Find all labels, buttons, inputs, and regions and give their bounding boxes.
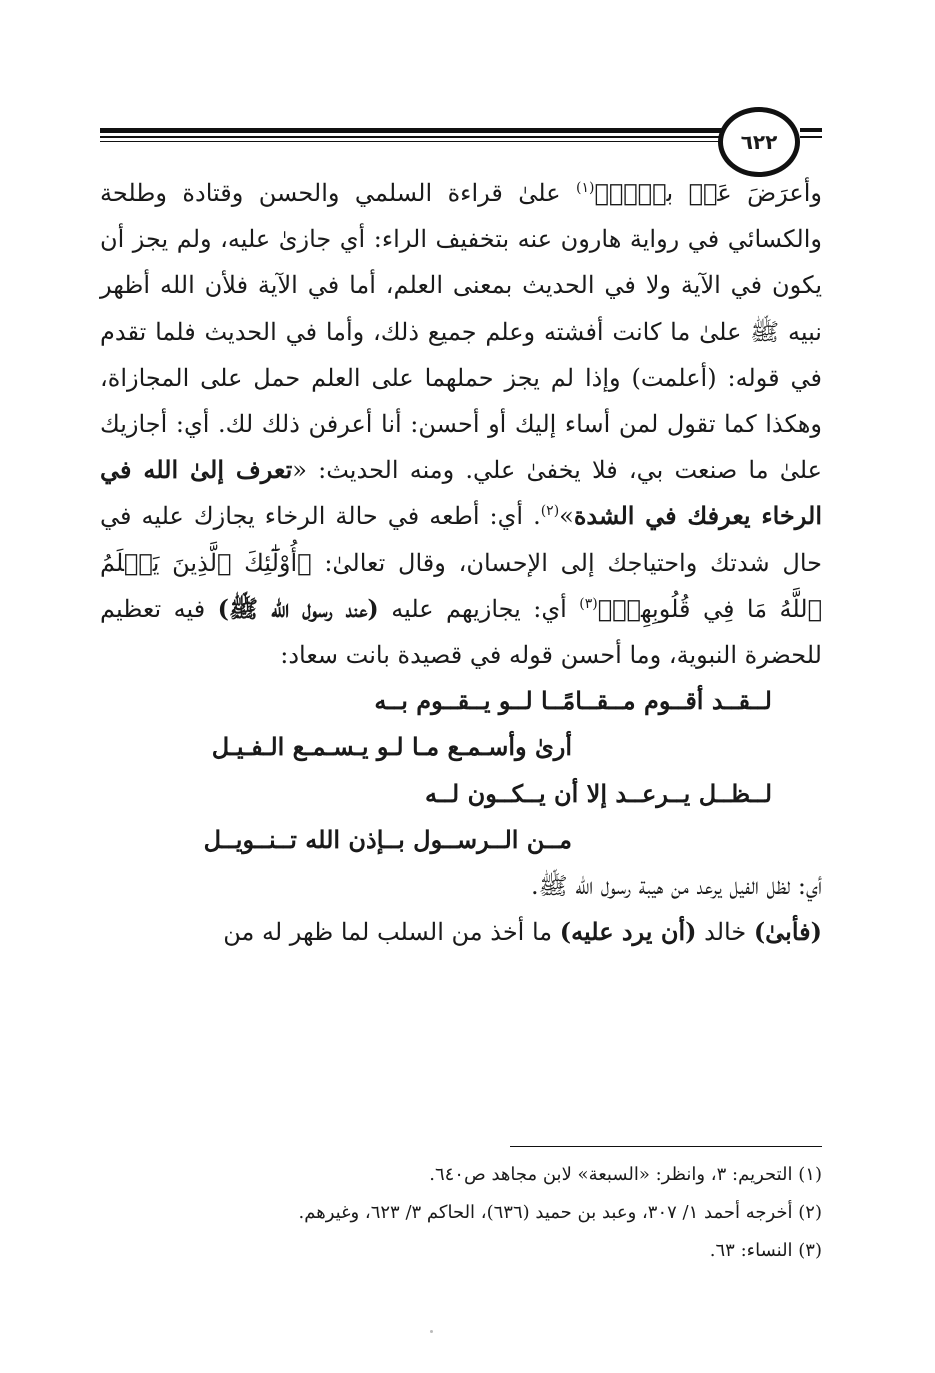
footnote: (٢) أخرجه أحمد ١/ ٣٠٧، وعبد بن حميد (٦٣٦)، الحاكم ٣/ ٦٢٣، وغيرهم.: [298, 1202, 822, 1223]
quran-quote: وأعرَضَ عَنۢ بعۡضٖ﴾: [594, 179, 822, 207]
scan-speck: [430, 1330, 433, 1333]
footnotes: [100, 1156, 822, 1270]
poem-verse: لــظــل يــرعــد إلا أن يــكــون لــه: [424, 778, 772, 808]
main-text: [100, 170, 822, 955]
footnote-ref: (٣): [579, 595, 598, 612]
header-rule: [100, 128, 725, 133]
footnote-ref: (٢): [540, 503, 560, 520]
body-text: علىٰ قراءة السلمي والحسن وقتادة وطلحة والكسائي في رواية هارون عنه بتخفيف الراء: أي جازىٰ عليه، ولم يجز أن يكون في الآية ولا في الحديث بمعنى العلم، أما في الآية فلأن الله أظهر نبيه ﷺ علىٰ ما كانت أفشته وعلم جميع ذلك، وأما في الحديث فلما تقدم في قوله: (أعلمت) وإذا لم يجز حملهما على العلم حمل على المجازاة، وهكذا كما تقول لمن أساء إليك أو أحسن: أنا أعرفن ذلك لك. أي: أجازيك علىٰ ما صنعت بي، فلا يخفىٰ علي. ومنه الحديث: «: [100, 179, 822, 485]
hadith-quote: تعرف إلىٰ الله في الرخاء يعرفك في الشدة: [100, 455, 822, 531]
footnote-separator: [510, 1146, 822, 1147]
poem-verse: مــن الــرســول بــإذن الله تــنــويــل: [203, 824, 572, 854]
page-number-badge: [718, 107, 800, 177]
bold-phrase: (فأبىٰ): [753, 917, 822, 947]
header-rule-end: [800, 136, 822, 138]
header-rule-end: [800, 128, 822, 132]
body-paragraph: أي: لظل الفيل يرعد من هيبة رسول الله ﷺ.: [531, 872, 822, 901]
bold-phrase: (عند رسول الله ﷺ): [217, 593, 379, 623]
footnote: (١) التحريم: ٣، وانظر: «السبعة» لابن مجاهد ص٦٤٠.: [429, 1164, 822, 1185]
bold-phrase: (أن يرد عليه): [559, 917, 697, 947]
page-number: ٦٢٢: [740, 130, 778, 154]
body-text: ما أخذ من السلب لما ظهر له من: [223, 918, 560, 947]
body-paragraph: [100, 170, 822, 678]
body-paragraph: [100, 909, 822, 955]
footnote: (٣) النساء: ٦٣.: [709, 1240, 822, 1261]
body-text: فيه تعظيم للحضرة النبوية، وما أحسن قوله في قصيدة بانت سعاد:: [100, 594, 822, 670]
poem-verse: لــقــد أقــوم مــقــامًــا لــو يــقــوم بــه: [374, 686, 772, 716]
header-rule: [100, 141, 725, 142]
body-text: »: [559, 502, 574, 531]
poem-verse: أرىٰ وأسـمـع مـا لـو يـسـمـع الـفـيـل: [211, 732, 572, 762]
body-text: . أي: أطعه في حالة الرخاء يجازك عليه في حال شدتك واحتياجك إلى الإحسان، وقال تعالىٰ: ﴿أُوْلَٰٓئِكَ ٱلَّذِينَ يَعۡلَمُ ٱللَّهُ مَا فِي قُلُوبِهِمۡ﴾: [100, 502, 823, 623]
header-rule: [100, 136, 725, 138]
body-text: خالد: [696, 918, 754, 947]
footnote-ref: (١): [575, 180, 595, 196]
body-text: أي: يجازيهم عليه: [378, 594, 580, 623]
